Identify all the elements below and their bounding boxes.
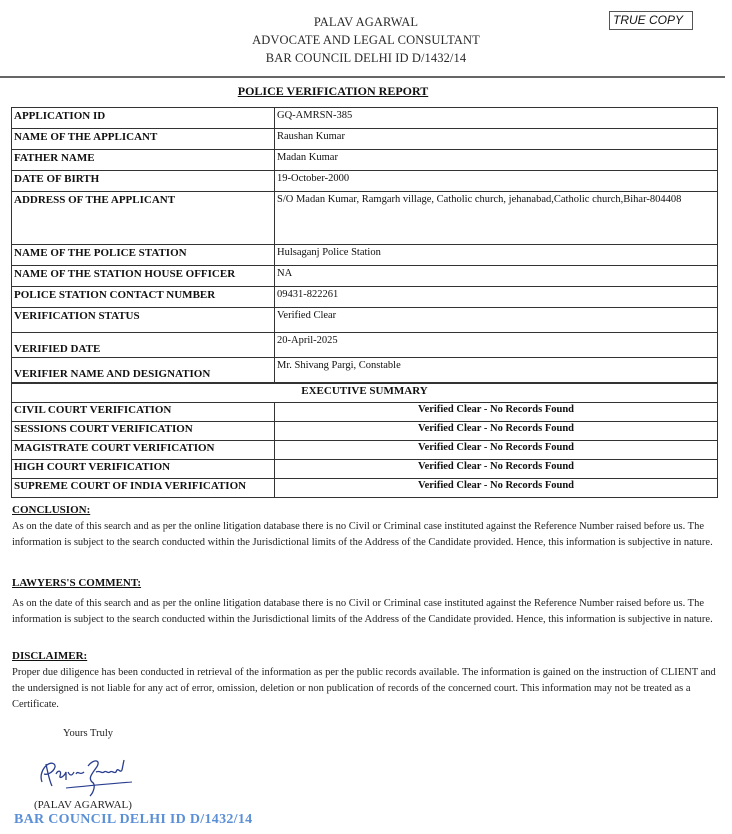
row-value: Mr. Shivang Pargi, Constable: [275, 358, 718, 383]
row-label: NAME OF THE APPLICANT: [12, 129, 275, 150]
row-label: FATHER NAME: [12, 150, 275, 171]
row-value: 09431-822261: [275, 287, 718, 308]
row-value: S/O Madan Kumar, Ramgarh village, Catholic church, jehanabad,Catholic church,Bihar-804408: [275, 192, 718, 245]
row-value: Madan Kumar: [275, 150, 718, 171]
true-copy-stamp: TRUE COPY: [609, 11, 693, 30]
court-result: Verified Clear - No Records Found: [275, 422, 718, 441]
table-row: [12, 479, 718, 498]
row-label: NAME OF THE POLICE STATION: [12, 245, 275, 266]
row-value: 20-April-2025: [275, 333, 718, 358]
report-title: POLICE VERIFICATION REPORT: [237, 84, 429, 98]
table-row: [12, 129, 718, 150]
signatory-bar-id: BAR COUNCIL DELHI ID D/1432/14: [14, 812, 253, 827]
bar-council-id: BAR COUNCIL DELHI ID D/1432/14: [265, 51, 467, 65]
header-divider: [0, 76, 725, 78]
disclaimer-text: Proper due diligence has been conducted in retrieval of the information as per the public records available. The information is gained on the instruction of CLIENT and the undersigned is not liable for any act of error, omission, deletion or non publication of records of the concerned court. This information may not be treated as a Certificate.: [12, 667, 716, 710]
table-row: [12, 192, 718, 245]
table-row: [12, 358, 718, 383]
row-label: ADDRESS OF THE APPLICANT: [12, 192, 275, 245]
row-value: GQ-AMRSN-385: [275, 108, 718, 129]
court-result: Verified Clear - No Records Found: [275, 441, 718, 460]
advocate-designation: ADVOCATE AND LEGAL CONSULTANT: [252, 33, 480, 47]
row-label: NAME OF THE STATION HOUSE OFFICER: [12, 266, 275, 287]
court-result: Verified Clear - No Records Found: [275, 479, 718, 498]
court-label: SESSIONS COURT VERIFICATION: [12, 422, 275, 441]
signature-icon: [36, 752, 136, 805]
table-row: [12, 266, 718, 287]
row-value: Verified Clear: [275, 308, 718, 333]
row-label: POLICE STATION CONTACT NUMBER: [12, 287, 275, 308]
row-label: VERIFICATION STATUS: [12, 308, 275, 333]
table-row: [12, 287, 718, 308]
table-row: [12, 171, 718, 192]
advocate-name: PALAV AGARWAL: [313, 15, 419, 29]
court-result: Verified Clear - No Records Found: [275, 460, 718, 479]
row-label: VERIFIED DATE: [12, 333, 275, 358]
row-label: DATE OF BIRTH: [12, 171, 275, 192]
table-row: [12, 403, 718, 422]
table-row: [12, 108, 718, 129]
conclusion-text: As on the date of this search and as per the online litigation database there is no Civil or Criminal case instituted against the Reference Number raised before us. The information is subject to the search conducted within the Jurisdictional limits of the Address of the Candidate provided. Hence, this information is subjective in nature.: [12, 521, 713, 548]
court-label: MAGISTRATE COURT VERIFICATION: [12, 441, 275, 460]
row-value: Hulsaganj Police Station: [275, 245, 718, 266]
verification-details-table: [11, 107, 718, 383]
table-row: [12, 308, 718, 333]
lawyers-comment-text: As on the date of this search and as per the online litigation database there is no Civil or Criminal case instituted against the Reference Number raised before us. The information is subject to the search conducted within the Jurisdictional limits of the Address of the Candidate provided. Hence, this information is subjective in nature.: [12, 598, 713, 625]
conclusion-heading: CONCLUSION:: [12, 504, 91, 516]
table-row: [12, 422, 718, 441]
row-label: VERIFIER NAME AND DESIGNATION: [12, 358, 275, 383]
summary-title: EXECUTIVE SUMMARY: [12, 384, 718, 403]
court-label: SUPREME COURT OF INDIA VERIFICATION: [12, 479, 275, 498]
table-row: [12, 245, 718, 266]
table-row: [12, 441, 718, 460]
court-result: Verified Clear - No Records Found: [275, 403, 718, 422]
row-value: NA: [275, 266, 718, 287]
table-row: [12, 333, 718, 358]
summary-header-row: [12, 384, 718, 403]
court-label: HIGH COURT VERIFICATION: [12, 460, 275, 479]
table-row: [12, 460, 718, 479]
table-row: [12, 150, 718, 171]
court-label: CIVIL COURT VERIFICATION: [12, 403, 275, 422]
closing-text: Yours Truly: [63, 728, 114, 739]
row-value: Raushan Kumar: [275, 129, 718, 150]
row-value: 19-October-2000: [275, 171, 718, 192]
row-label: APPLICATION ID: [12, 108, 275, 129]
disclaimer-heading: DISCLAIMER:: [12, 650, 88, 662]
executive-summary-table: [11, 383, 718, 498]
signatory-name: (PALAV AGARWAL): [34, 799, 132, 811]
lawyers-comment-heading: LAWYERS'S COMMENT:: [12, 577, 142, 589]
